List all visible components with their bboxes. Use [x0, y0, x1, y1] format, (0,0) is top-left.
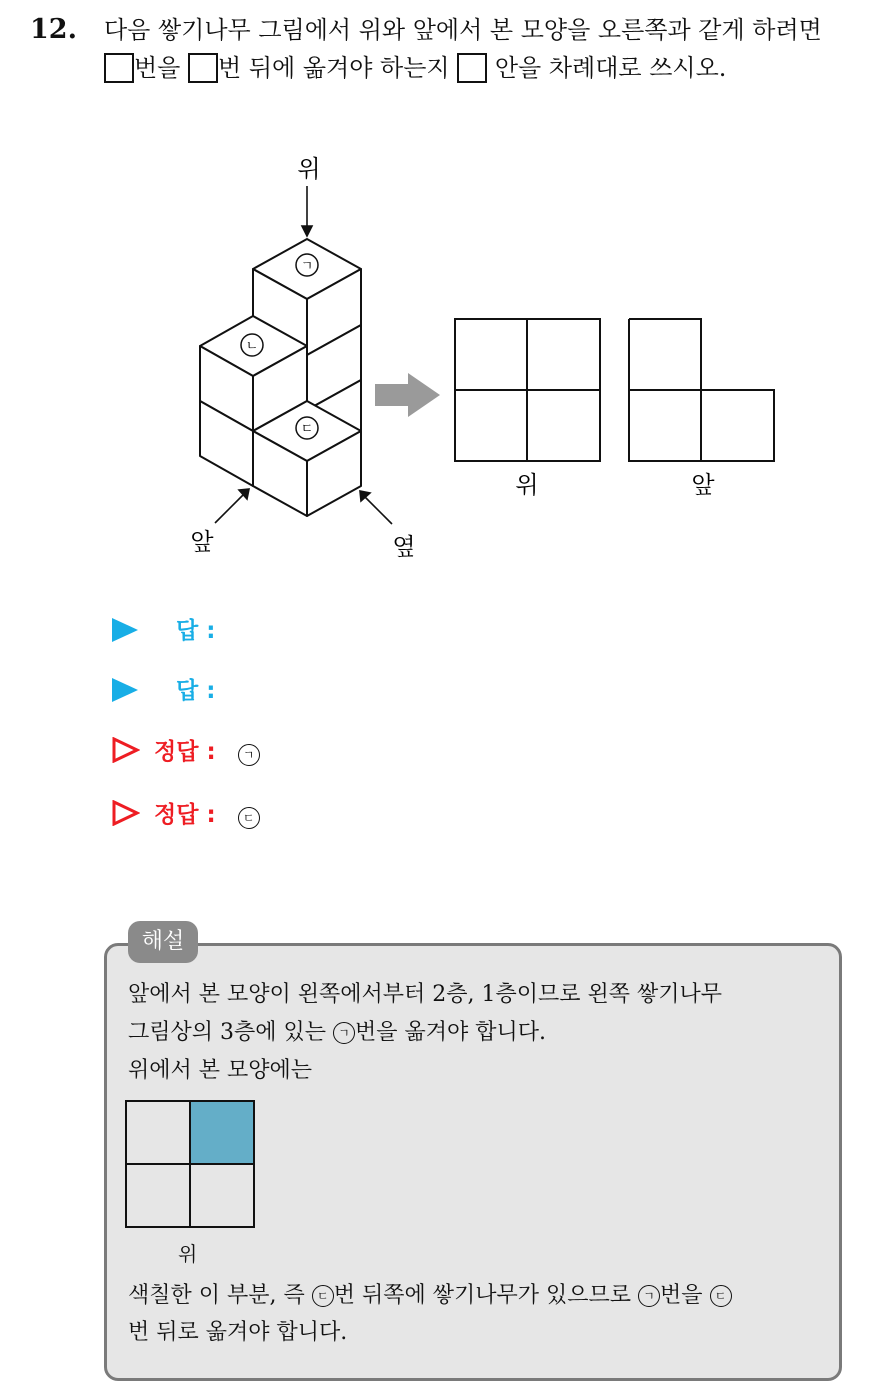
correct-row-2	[112, 796, 260, 829]
highlighted-cell	[190, 1101, 254, 1164]
block-figure	[0, 0, 884, 600]
stacked-cubes	[200, 239, 361, 516]
transform-arrow-icon	[375, 373, 440, 417]
question-line-2-part-3: 안을 차례대로 쓰시오.	[494, 54, 727, 82]
solution-line-1: 앞에서 본 모양이 왼쪽에서부터 2층, 1층이므로 왼쪽 쌓기나무	[128, 982, 722, 1007]
solution-line-3: 위에서 본 모양에는	[128, 1058, 313, 1083]
label-side: 옆	[392, 533, 416, 561]
circled-label: ㄷ	[312, 1285, 334, 1307]
answer-prefix: 답 :	[176, 618, 216, 644]
answer-prefix: 답 :	[176, 678, 216, 704]
solution-line-5: 번 뒤로 옮겨야 합니다.	[128, 1320, 348, 1345]
solution-text: 번을 옮겨야 합니다.	[355, 1020, 546, 1045]
cube-label-3	[296, 417, 318, 439]
top-view-label: 위	[515, 471, 539, 499]
correct-row-1	[112, 733, 260, 766]
solution-line-2	[128, 1018, 546, 1048]
triangle-icon	[112, 678, 138, 702]
triangle-icon	[112, 618, 138, 642]
label-front: 앞	[190, 528, 214, 556]
correct-prefix: 정답 :	[154, 802, 216, 828]
solution-text: 번을	[660, 1283, 703, 1308]
circled-label: ㄷ	[710, 1285, 732, 1307]
question-line-2-part-2: 번 뒤에 옮겨야 하는지	[218, 54, 450, 82]
question-line-2-part-1: 번을	[134, 54, 181, 82]
solution-grid-label: 위	[178, 1242, 198, 1266]
hollow-triangle-icon	[112, 737, 140, 763]
solution-text: 색칠한 이 부분, 즉	[128, 1283, 305, 1308]
hollow-triangle-icon	[112, 800, 140, 826]
label-top: 위	[297, 155, 321, 183]
svg-text:ㄷ: ㄷ	[300, 422, 314, 437]
circled-label: ㄱ	[638, 1285, 660, 1307]
front-view-grid	[629, 319, 774, 461]
solution-grid	[120, 1096, 265, 1236]
answer-row-1	[112, 612, 215, 645]
solution-tag: 해설	[128, 921, 198, 963]
solution-line-4	[128, 1281, 732, 1311]
question-number: 12.	[30, 14, 77, 45]
correct-value: ㄷ	[238, 807, 260, 829]
cube-label-2	[241, 334, 263, 356]
question-line-1: 다음 쌓기나무 그림에서 위와 앞에서 본 모양을 오른쪽과 같게 하려면	[104, 16, 822, 44]
svg-text:ㄱ: ㄱ	[300, 259, 314, 274]
correct-prefix: 정답 :	[154, 739, 216, 765]
solution-text: 그림상의 3층에 있는	[128, 1020, 326, 1045]
cube-label-1	[296, 254, 318, 276]
front-view-label: 앞	[691, 471, 715, 499]
solution-text: 번 뒤쪽에 쌓기나무가 있으므로	[333, 1283, 632, 1308]
circled-label: ㄱ	[333, 1022, 355, 1044]
svg-text:ㄴ: ㄴ	[245, 339, 259, 354]
top-view-grid	[455, 319, 600, 461]
correct-value: ㄱ	[238, 744, 260, 766]
answer-row-2	[112, 672, 215, 705]
